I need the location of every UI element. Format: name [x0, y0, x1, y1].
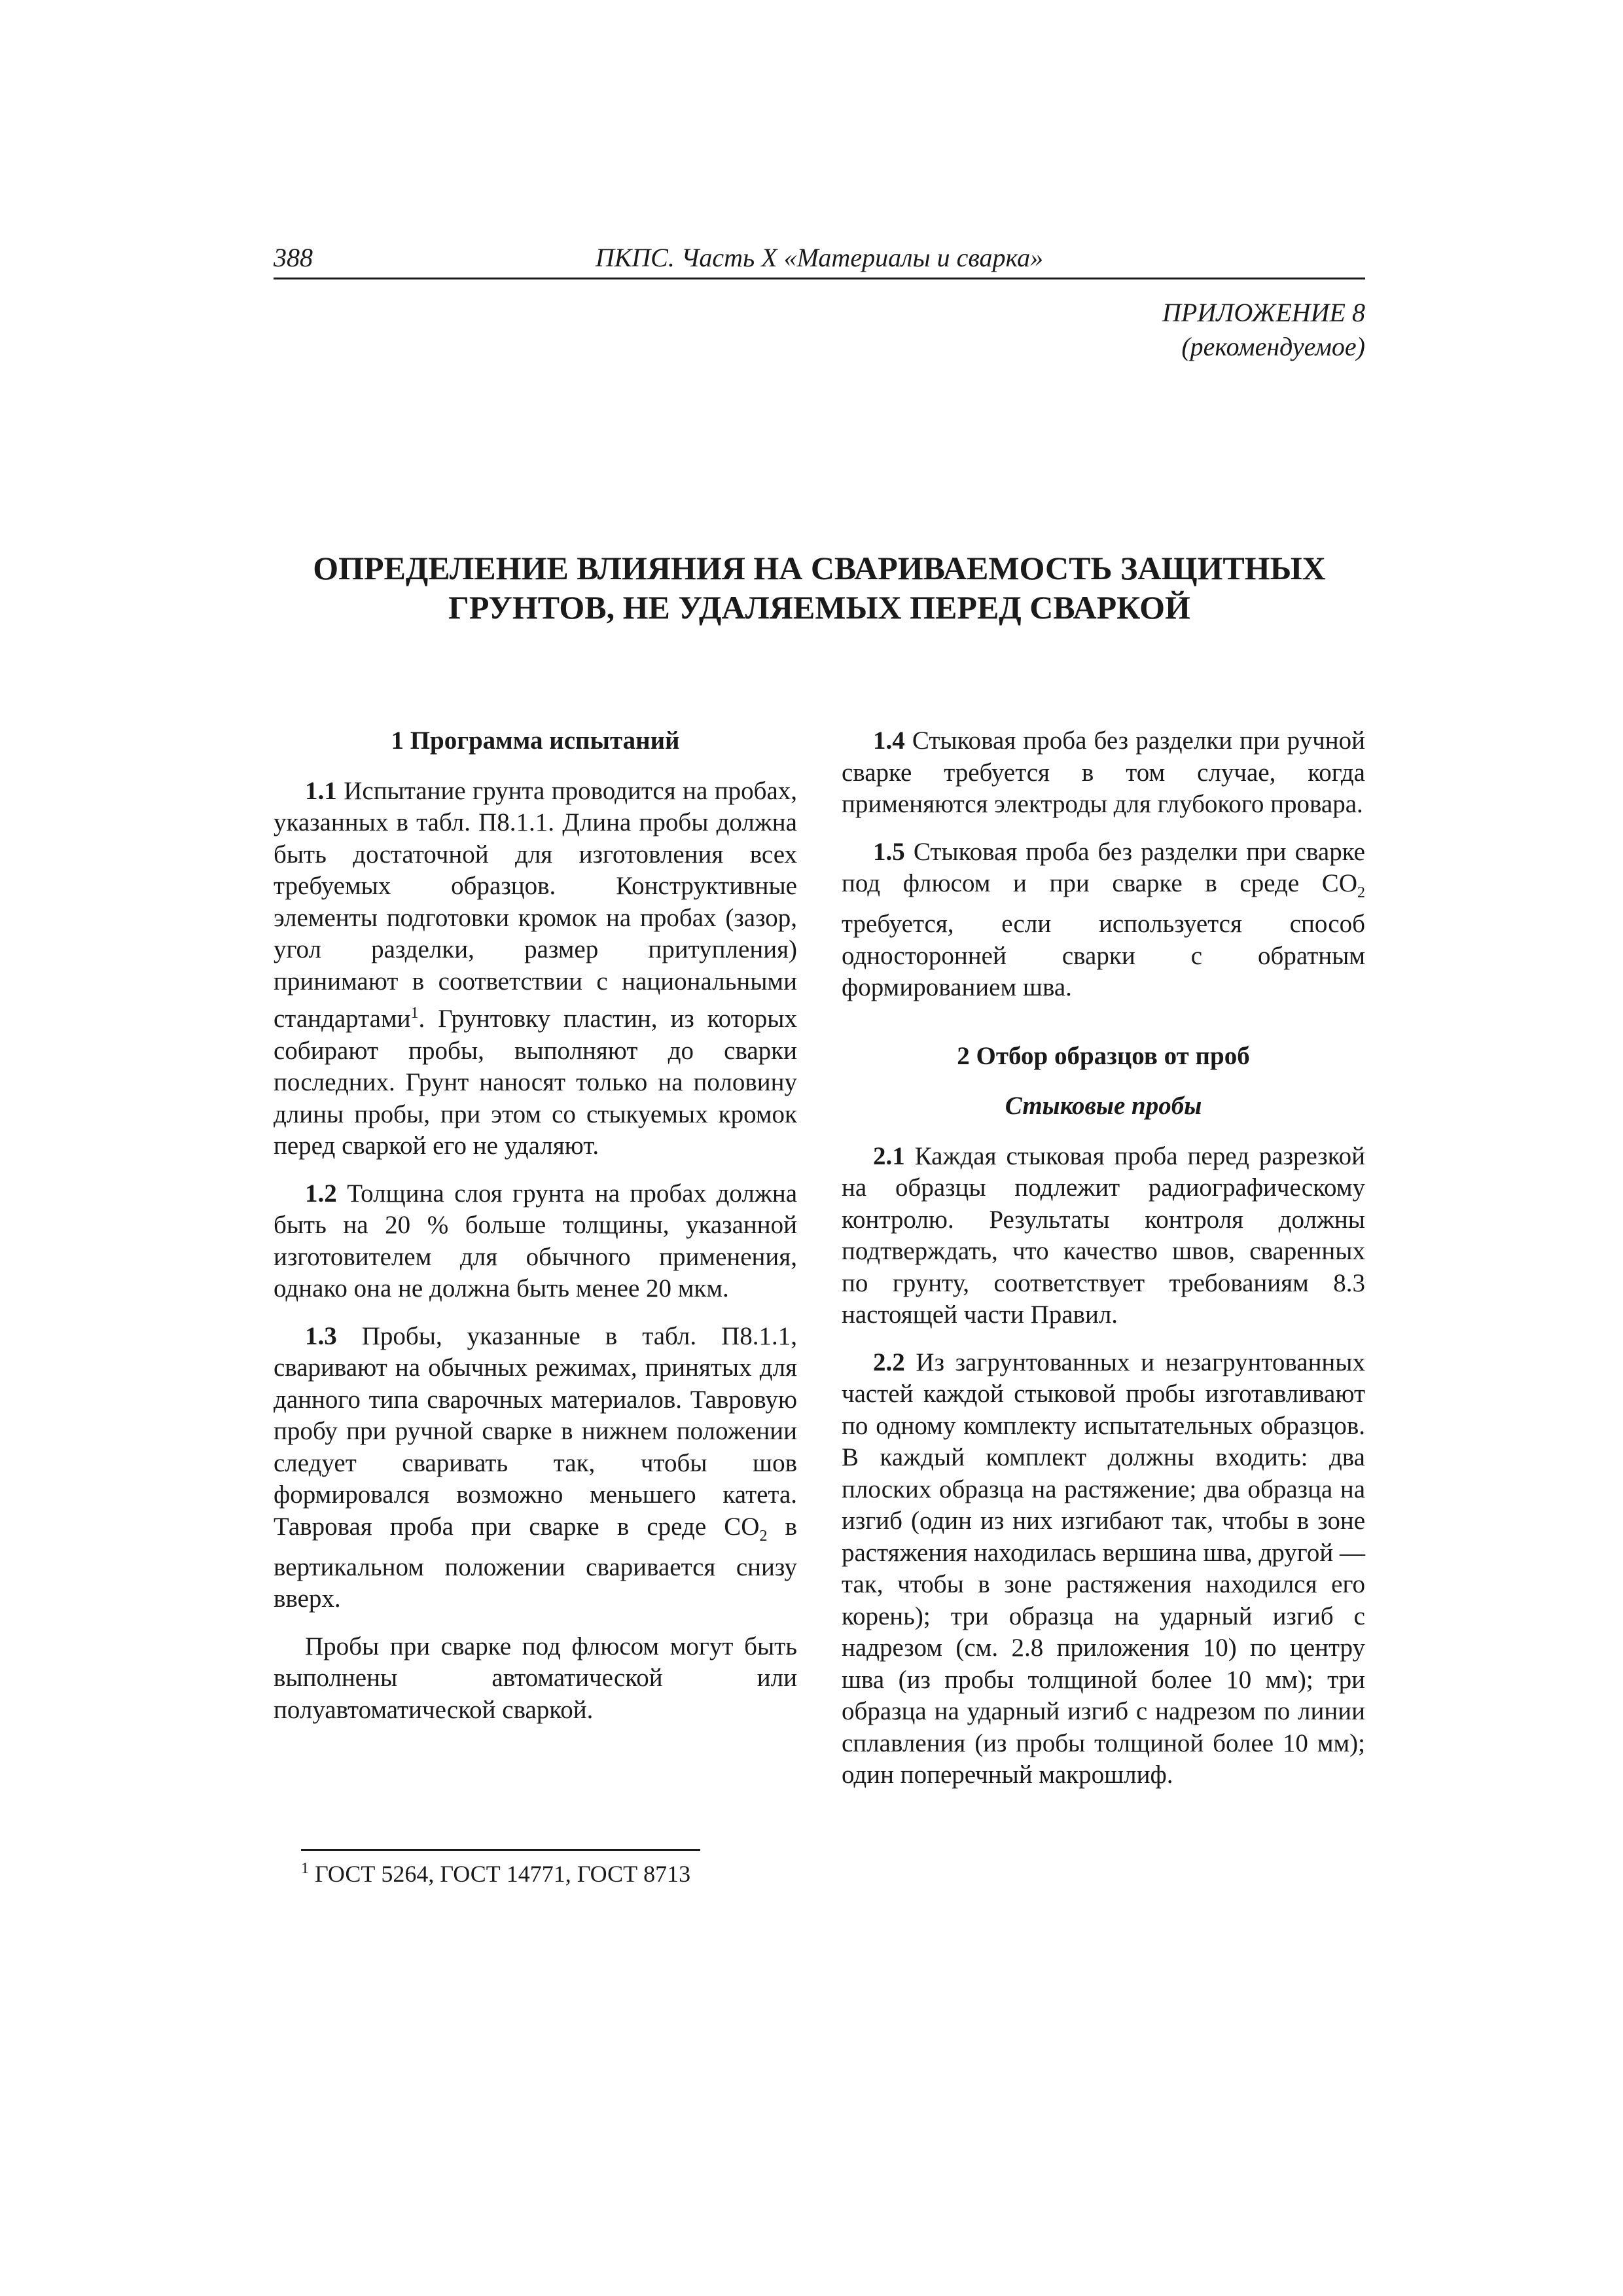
appendix-status: (рекомендуемое): [1181, 332, 1365, 361]
paragraph-1-3-continued: Пробы при сварке под флюсом могут быть выполнены автоматической или полуавтоматической сваркой.: [274, 1632, 797, 1724]
footnote-ref: 1: [410, 1005, 419, 1022]
paragraph-text: Испытание грунта проводится на пробах, указанных в табл. П8.1.1. Длина пробы должна быть достаточной для изготовления всех требуемых образцов. Конструктивные элементы подготовки кромок на пробах (зазор, угол разделки, размер притупления) принимают в соответствии с национальными стандартами: [274, 776, 798, 1033]
paragraph-number: 1.3: [305, 1321, 337, 1350]
title-line-2: ГРУНТОВ, НЕ УДАЛЯЕМЫХ ПЕРЕД СВАРКОЙ: [448, 589, 1190, 626]
running-title: ПКПС. Часть X «Материалы и сварка»: [595, 243, 1044, 272]
paragraph-2-2: [842, 1347, 1365, 1791]
section-2-heading: 2 Отбор образцов от проб: [957, 1041, 1250, 1070]
subscript: 2: [759, 1527, 768, 1545]
paragraph-number: 1.1: [305, 776, 337, 805]
paragraph-1-5: [842, 836, 1365, 1004]
paragraph-1-2: [274, 1178, 797, 1305]
paragraph-text: Стыковая проба без разделки при ручной сварке требуется в том случае, когда применяются электроды для глубокого провара.: [842, 726, 1366, 818]
section-1-heading: 1 Программа испытаний: [391, 726, 680, 755]
appendix-label: [1162, 296, 1365, 364]
page-title: [274, 548, 1365, 627]
paragraph-number: 1.2: [305, 1179, 337, 1208]
section-2-subheading: Стыковые пробы: [1005, 1092, 1202, 1121]
paragraph-text: Из загрунтованных и незагрунтованных частей каждой стыковой пробы изготавливают по одному комплекту испытательных образцов. В каждый комплект должны входить: два плоских образца на растяжение; два образца на изгиб (один из них изгибают так, чтобы в зоне растяжения находилась вершина шва, другой — так, чтобы в зоне растяжения находился его корень); три образца на ударный изгиб с надрезом (см. 2.8 приложения 10) по центру шва (из пробы толщиной более 10 мм); три образца на ударный изгиб с надрезом по линии сплавления (из пробы толщиной более 10 мм); один поперечный макрошлиф.: [842, 1348, 1366, 1789]
right-column: [842, 725, 1365, 1807]
paragraph-text: . Грунтовку пластин, из которых собирают пробы, выполняют до сварки последних. Грунт наносят только на половину длины пробы, при этом со стыкуемых кромок перед сваркой его не удаляют.: [274, 1005, 797, 1160]
paragraph-number: 1.4: [873, 726, 905, 755]
paragraph-text: Пробы, указанные в табл. П8.1.1, сваривают на обычных режимах, принятых для данного типа сварочных материалов. Тавровую пробу при ручной сварке в нижнем положении следует сваривать так, чтобы шов формировался возможно меньшего катета. Тавровая проба при сварке в среде CO: [274, 1321, 798, 1541]
footnote-text: ГОСТ 5264, ГОСТ 14771, ГОСТ 8713: [315, 1861, 691, 1887]
paragraph-text: требуется, если используется способ односторонней сварки с обратным формированием шва.: [842, 910, 1365, 1002]
paragraph-text: в вертикальном положении сваривается снизу вверх.: [274, 1512, 797, 1613]
appendix-number: ПРИЛОЖЕНИЕ 8: [1162, 298, 1365, 327]
paragraph-number: 2.1: [873, 1141, 905, 1170]
paragraph-1-1: [274, 776, 797, 1162]
page-number: 388: [274, 243, 313, 272]
footnote-mark: 1: [301, 1860, 309, 1877]
footnote-divider: [301, 1849, 700, 1851]
paragraph-number: 2.2: [873, 1348, 905, 1376]
title-line-1: ОПРЕДЕЛЕНИЕ ВЛИЯНИЯ НА СВАРИВАЕМОСТЬ ЗАЩИТНЫХ: [313, 550, 1326, 586]
paragraph-2-1: [842, 1141, 1365, 1331]
paragraph-text: Каждая стыковая проба перед разрезкой на образцы подлежит радиографическому контролю. Результаты контроля должны подтверждать, что качество швов, сваренных по грунту, соответствует требованиям 8.3 настоящей части Правил.: [842, 1141, 1366, 1329]
running-header: [274, 237, 1365, 279]
paragraph-1-4: [842, 725, 1365, 821]
paragraph-text: Стыковая проба без разделки при сварке под флюсом и при сварке в среде CO: [842, 837, 1365, 897]
paragraph-number: 1.5: [873, 837, 905, 866]
subscript: 2: [1357, 884, 1365, 901]
left-column: [274, 725, 797, 1742]
footnote: [301, 1860, 690, 1888]
paragraph-text: Толщина слоя грунта на пробах должна быть на 20 % больше толщины, указанной изготовителем для обычного применения, однако она не должна быть менее 20 мкм.: [274, 1179, 797, 1302]
paragraph-1-3: [274, 1321, 797, 1615]
